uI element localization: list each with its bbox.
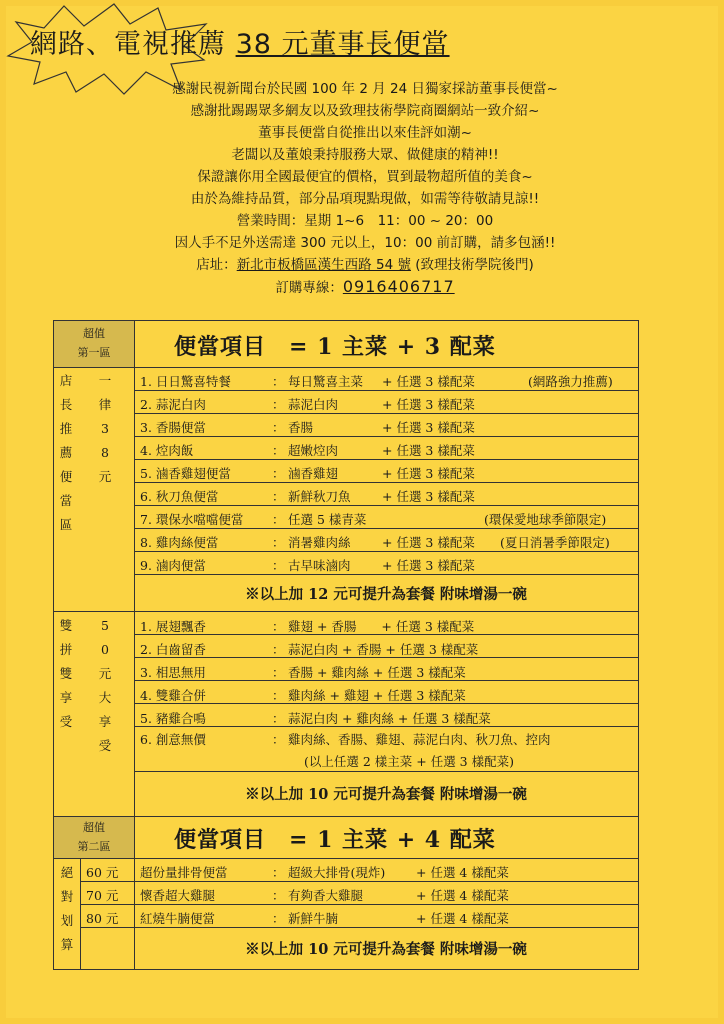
menu-item-main: 香腸 [288, 420, 314, 435]
intro-line: 因人手不足外送需達 300 元以上，10：00 前訂購，請多包涵!! [174, 235, 556, 251]
menu-item-tag: (夏日消暑季節限定) [500, 535, 610, 550]
combo-item-desc: 雞肉絲、香腸、雞翅、蒜泥白肉、秋刀魚、控肉 [288, 732, 551, 747]
combo-item-name: 5. 豬雞合鳴 [140, 711, 206, 726]
menu-item-main: 每日驚喜主菜 [288, 374, 364, 389]
title-prefix: 網路、電視推薦 [30, 29, 226, 60]
page-title [30, 22, 450, 61]
note-set-meal-10-b: ※以上加 10 元可提升為套餐 附味增湯一碗 [245, 941, 527, 958]
menu-item-side: + 任選 3 樣配菜 [382, 420, 475, 435]
combo-item-name: 6. 創意無價 [140, 732, 206, 747]
menu-item-side: + 任選 3 樣配菜 [382, 443, 475, 458]
value-item-price: 70 元 [86, 888, 119, 903]
value-item-name: 紅燒牛腩便當 [140, 911, 216, 926]
menu-item-main: 消暑雞肉絲 [288, 535, 351, 550]
address-note: (致理技術學院後門) [415, 257, 534, 273]
combo-item-colon: ： [272, 665, 285, 680]
combo-item-desc: 香腸 + 雞肉絲 + 任選 3 樣配菜 [288, 665, 466, 680]
intro-line: 感謝批踢踢眾多網友以及致理技術學院商圈網站一致介紹~ [190, 103, 540, 119]
value-item-side: + 任選 4 樣配菜 [416, 865, 509, 880]
group-c-label: 絕對划算 [60, 865, 74, 952]
menu-item-side: + 任選 3 樣配菜 [382, 374, 475, 389]
phone-label: 訂購專線： [275, 280, 343, 296]
combo-item-desc: 雞翅 + 香腸 + 任選 3 樣配菜 [288, 619, 475, 634]
menu-item-main: 古早味滷肉 [288, 558, 351, 573]
group-b-label: 雙拼雙享受 [59, 618, 73, 729]
menu-item-name: 5. 滷香雞翅便當 [140, 466, 231, 481]
section2-badge [54, 818, 134, 856]
note-set-meal-12: ※以上加 12 元可提升為套餐 附味增湯一碗 [245, 586, 527, 603]
address-label: 店址： [196, 257, 237, 273]
intro-line: 老闆以及董娘秉持服務大眾、做健康的精神!! [231, 147, 499, 163]
address-value: 新北市板橋區漢生西路 54 號 [236, 257, 411, 273]
combo-item-desc: 蒜泥白肉 + 雞肉絲 + 任選 3 樣配菜 [288, 711, 491, 726]
combo-item-name: 4. 雙雞合併 [140, 688, 206, 703]
badge-top: 超值 [83, 327, 105, 340]
menu-item-main: 新鮮秋刀魚 [288, 489, 351, 504]
combo-item-colon: ： [272, 619, 285, 634]
intro-line: 由於為維持品質，部分品項現點現做，如需等待敬請見諒!! [190, 191, 540, 207]
menu-item-colon: ： [272, 374, 285, 389]
value-item-name: 懷香超大雞腿 [140, 888, 216, 903]
title-main: 38 元董事長便當 [235, 29, 450, 60]
menu-item-colon: ： [272, 558, 285, 573]
combo-item-colon: ： [272, 688, 285, 703]
section1-header: 便當項目 = 1 主菜 + 3 配菜 [174, 334, 496, 360]
value-item-main: 有夠香大雞腿 [288, 888, 364, 903]
combo-item-name: 2. 白齒留香 [140, 642, 206, 657]
menu-item-name: 4. 焢肉飯 [140, 443, 194, 458]
menu-item-main: 任選 5 樣青菜 [288, 512, 367, 527]
menu-item-main: 蒜泥白肉 [288, 397, 339, 412]
section1-badge [54, 324, 134, 362]
menu-item-side: + 任選 3 樣配菜 [382, 466, 475, 481]
address-line [60, 254, 670, 276]
menu-item-tag: (環保愛地球季節限定) [484, 512, 607, 527]
menu-item-colon: ： [272, 489, 285, 504]
menu-item-name: 8. 雞肉絲便當 [140, 535, 219, 550]
phone-number: 0916406717 [342, 277, 455, 296]
menu-item-tag: (網路強力推薦) [528, 374, 613, 389]
menu-item-main: 超嫩焢肉 [288, 443, 339, 458]
value-item-colon: ： [272, 888, 285, 903]
value-item-name: 超份量排骨便當 [140, 865, 228, 880]
menu-item-name: 1. 日日驚喜特餐 [140, 374, 231, 389]
combo-item-desc: 雞肉絲 + 雞翅 + 任選 3 樣配菜 [288, 688, 466, 703]
combo-item-desc: 蒜泥白肉 + 香腸 + 任選 3 樣配菜 [288, 642, 479, 657]
intro-line: 保證讓你用全國最便宜的價格，買到最物超所值的美食~ [197, 169, 533, 185]
menu-item-side: + 任選 3 樣配菜 [382, 489, 475, 504]
menu-item-side: + 任選 3 樣配菜 [382, 558, 475, 573]
menu-item-colon: ： [272, 443, 285, 458]
value-item-colon: ： [272, 911, 285, 926]
intro-text [60, 78, 670, 299]
combo-item-colon: ： [272, 642, 285, 657]
menu-item-main: 滷香雞翅 [288, 466, 339, 481]
group-a-label: 店長推薦便當區 [59, 373, 73, 532]
group-b-price: 50元大享受 [98, 618, 112, 753]
menu-item-colon: ： [272, 466, 285, 481]
menu-item-colon: ： [272, 397, 285, 412]
menu-item-name: 6. 秋刀魚便當 [140, 489, 219, 504]
menu-item-colon: ： [272, 535, 285, 550]
menu-item-name: 3. 香腸便當 [140, 420, 206, 435]
combo-item-extra: (以上任選 2 樣主菜 + 任選 3 樣配菜) [304, 754, 514, 769]
menu-table [53, 320, 639, 970]
value-item-main: 新鮮牛腩 [288, 911, 339, 926]
badge-bottom: 第一區 [77, 346, 111, 359]
intro-line: 營業時間：星期 1~6 11：00 ~ 20：00 [236, 213, 494, 229]
menu-item-name: 2. 蒜泥白肉 [140, 397, 206, 412]
value-item-price: 80 元 [86, 911, 119, 926]
value-item-side: + 任選 4 樣配菜 [416, 888, 509, 903]
badge-bottom: 第二區 [77, 840, 111, 853]
menu-item-side: + 任選 3 樣配菜 [382, 397, 475, 412]
section2-header: 便當項目 = 1 主菜 + 4 配菜 [174, 827, 496, 853]
value-item-side: + 任選 4 樣配菜 [416, 911, 509, 926]
combo-item-name: 1. 展翅飄香 [140, 619, 206, 634]
menu-item-colon: ： [272, 512, 285, 527]
combo-item-colon: ： [272, 711, 285, 726]
value-item-main: 超級大排骨(現炸) [288, 865, 386, 880]
phone-line [60, 276, 670, 299]
menu-item-name: 9. 滷肉便當 [140, 558, 206, 573]
menu-item-colon: ： [272, 420, 285, 435]
value-item-price: 60 元 [86, 865, 119, 880]
menu-item-side: + 任選 3 樣配菜 [382, 535, 475, 550]
badge-top: 超值 [83, 821, 105, 834]
combo-item-name: 3. 相思無用 [140, 665, 206, 680]
intro-line: 董事長便當自從推出以來佳評如潮~ [258, 125, 472, 141]
intro-line: 感謝民視新聞台於民國 100 年 2 月 24 日獨家採訪董事長便當~ [172, 81, 558, 97]
value-item-colon: ： [272, 865, 285, 880]
menu-item-name: 7. 環保水噹噹便當 [140, 512, 244, 527]
group-a-price: 一律38元 [98, 373, 112, 484]
combo-item-colon: ： [272, 732, 285, 747]
note-set-meal-10-a: ※以上加 10 元可提升為套餐 附味增湯一碗 [245, 786, 527, 803]
